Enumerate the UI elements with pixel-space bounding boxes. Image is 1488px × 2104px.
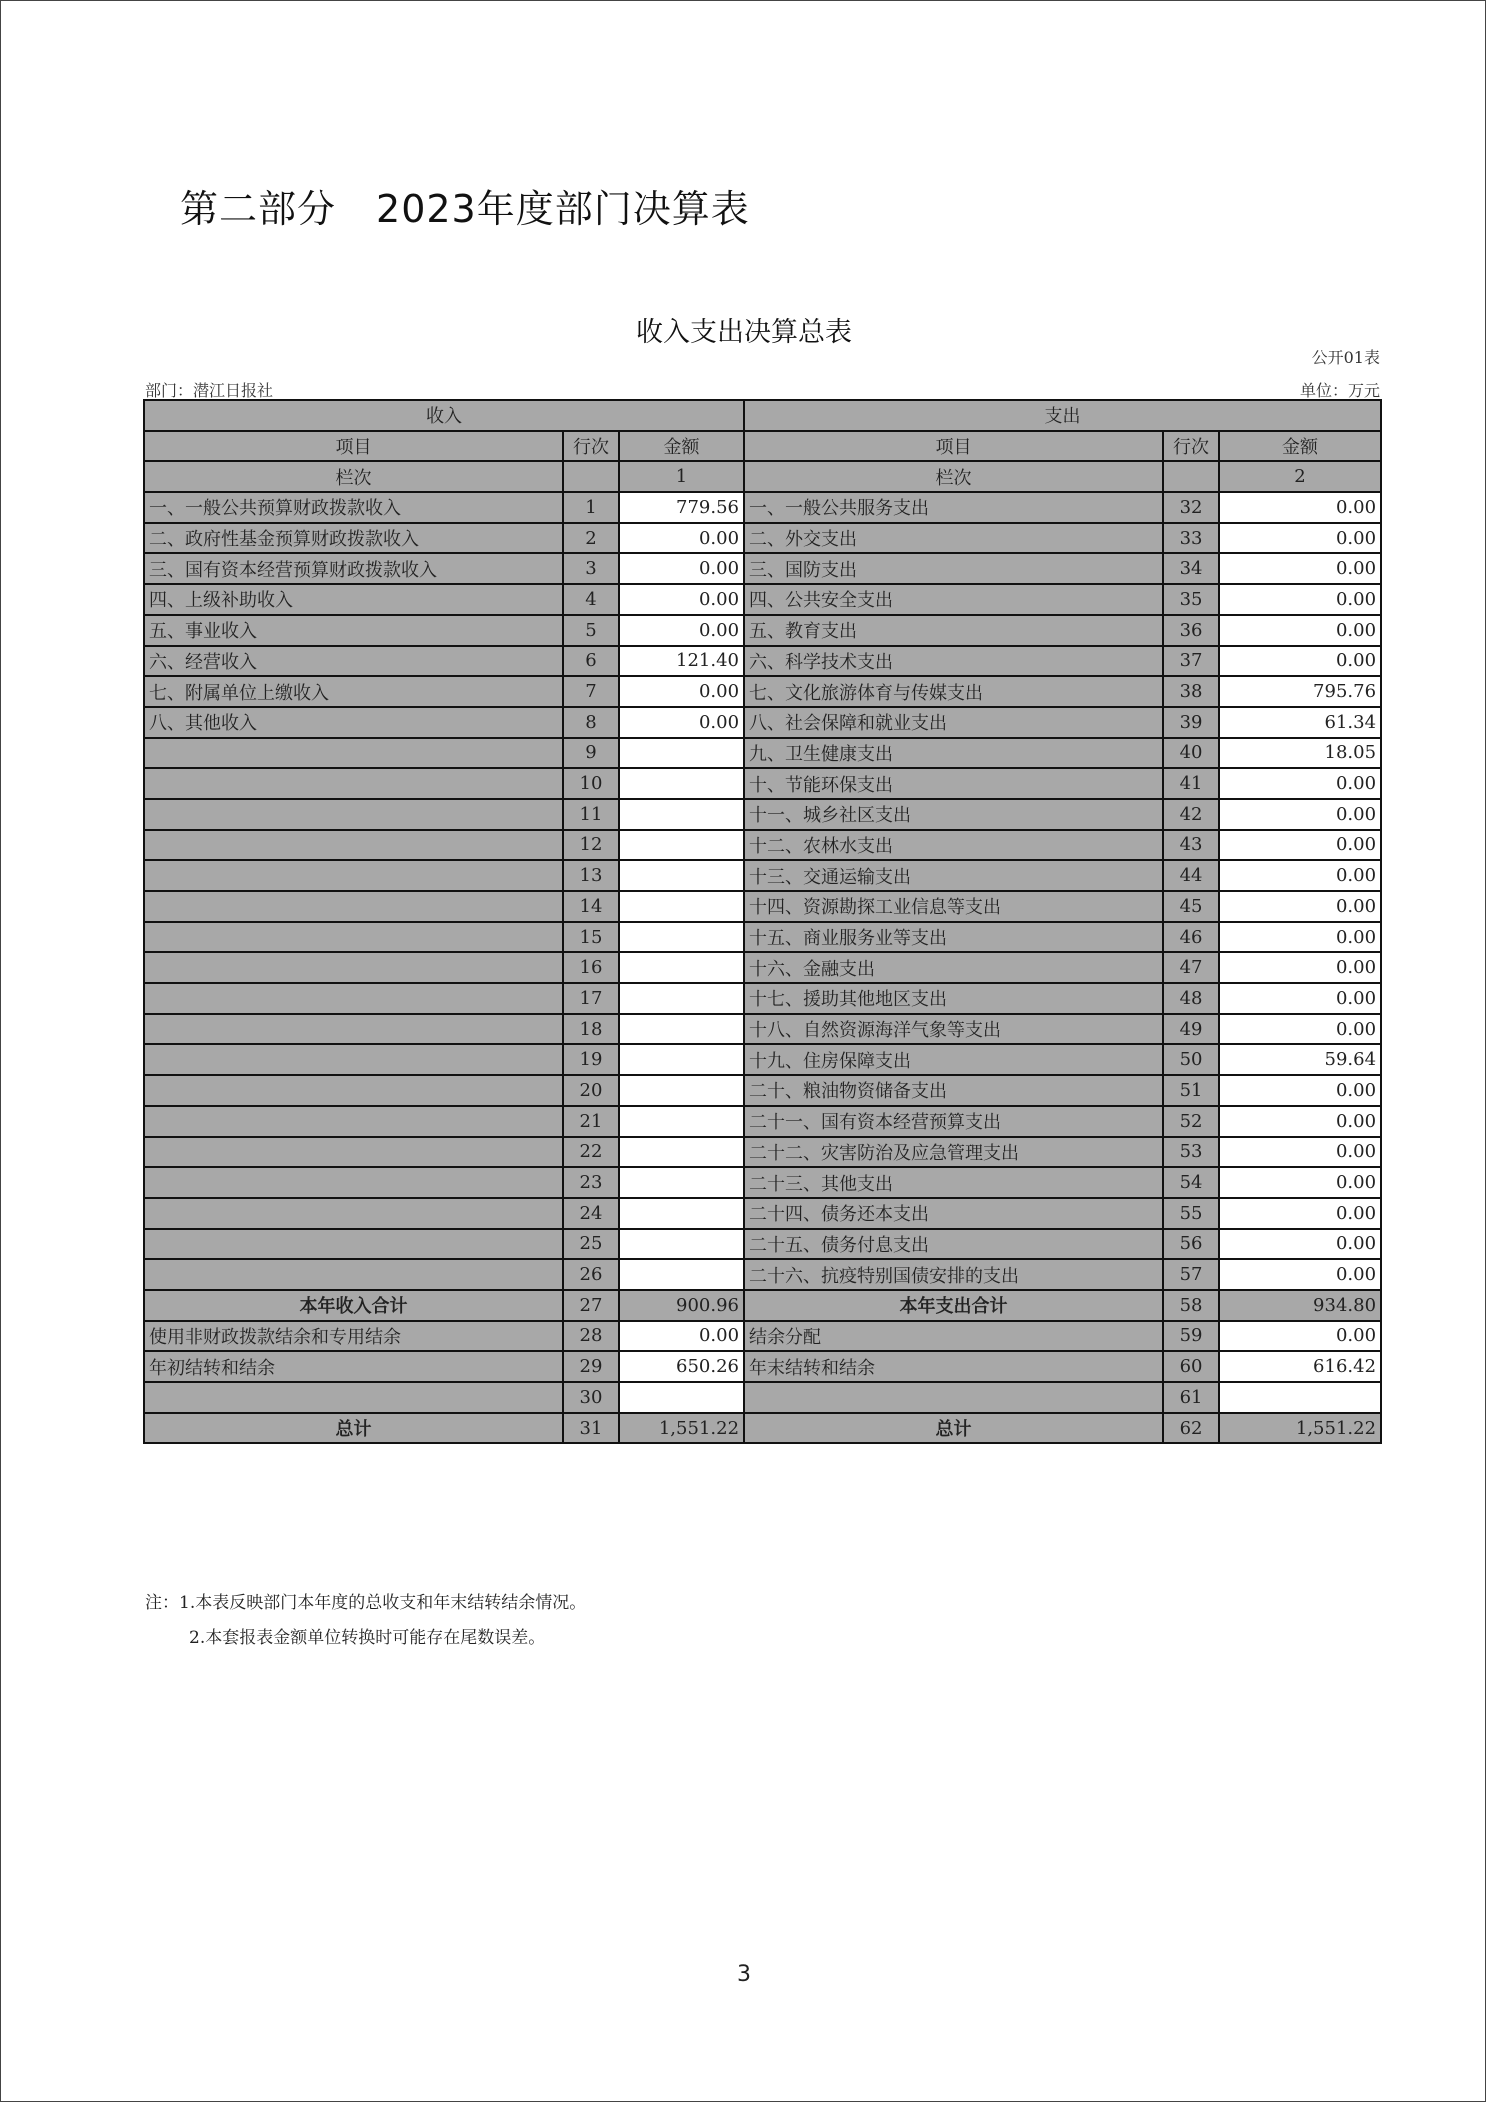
expense-amount-cell: 0.00 <box>1219 1137 1381 1168</box>
income-row-number: 15 <box>563 922 619 953</box>
income-row-number: 13 <box>563 860 619 891</box>
expense-amount-cell: 0.00 <box>1219 1259 1381 1290</box>
expense-item-cell: 十一、城乡社区支出 <box>744 799 1163 830</box>
income-item-cell <box>144 830 563 861</box>
subtotal-row <box>144 1290 1381 1321</box>
expense-amount-cell: 0.00 <box>1219 860 1381 891</box>
income-row-number: 17 <box>563 983 619 1014</box>
expense-row-number: 55 <box>1163 1198 1219 1229</box>
income-item-cell: 三、国有资本经营预算财政拨款收入 <box>144 553 563 584</box>
expense-amount-cell: 0.00 <box>1219 1167 1381 1198</box>
expense-row-number: 46 <box>1163 922 1219 953</box>
income-row-number: 18 <box>563 1014 619 1045</box>
expense-amount-header: 金额 <box>1219 431 1381 462</box>
expense-item-cell: 十九、住房保障支出 <box>744 1044 1163 1075</box>
expense-item-cell: 结余分配 <box>744 1321 1163 1352</box>
income-row-number: 19 <box>563 1044 619 1075</box>
heading-part: 第二部分 <box>180 187 337 231</box>
expense-item-cell: 四、公共安全支出 <box>744 584 1163 615</box>
income-item-cell <box>144 1382 563 1413</box>
table-row <box>144 1382 1381 1413</box>
expense-amount-cell: 0.00 <box>1219 1229 1381 1260</box>
income-row-number: 1 <box>563 492 619 523</box>
income-row-number: 28 <box>563 1321 619 1352</box>
table-row <box>144 768 1381 799</box>
expense-amount-cell: 0.00 <box>1219 891 1381 922</box>
expense-item-cell: 七、文化旅游体育与传媒支出 <box>744 676 1163 707</box>
expense-amount-cell: 18.05 <box>1219 738 1381 769</box>
expense-item-cell: 二十五、债务付息支出 <box>744 1229 1163 1260</box>
page-number: 3 <box>737 1962 751 1987</box>
expense-amount-cell: 0.00 <box>1219 523 1381 554</box>
table-row <box>144 738 1381 769</box>
income-amount-header: 金额 <box>619 431 744 462</box>
income-row-number: 3 <box>563 553 619 584</box>
income-row-number: 7 <box>563 676 619 707</box>
income-item-cell: 使用非财政拨款结余和专用结余 <box>144 1321 563 1352</box>
income-item-cell <box>144 860 563 891</box>
income-item-cell <box>144 1259 563 1290</box>
expense-row-number: 59 <box>1163 1321 1219 1352</box>
expense-amount-cell: 934.80 <box>1219 1290 1381 1321</box>
expense-item-cell <box>744 1382 1163 1413</box>
income-row-number: 8 <box>563 707 619 738</box>
table-row <box>144 646 1381 677</box>
income-amount-cell <box>619 799 744 830</box>
expense-header: 支出 <box>744 400 1381 431</box>
expense-item-cell: 年末结转和结余 <box>744 1351 1163 1382</box>
income-lanci-label: 栏次 <box>144 461 563 492</box>
table-row <box>144 1259 1381 1290</box>
note-2: 2.本套报表金额单位转换时可能存在尾数误差。 <box>189 1628 546 1648</box>
table-row <box>144 891 1381 922</box>
income-item-cell: 六、经营收入 <box>144 646 563 677</box>
table-row <box>144 1229 1381 1260</box>
income-amount-cell: 0.00 <box>619 707 744 738</box>
income-row-number: 11 <box>563 799 619 830</box>
expense-item-cell: 二十三、其他支出 <box>744 1167 1163 1198</box>
table-row <box>144 676 1381 707</box>
expense-row-number: 47 <box>1163 952 1219 983</box>
income-item-cell: 四、上级补助收入 <box>144 584 563 615</box>
income-item-cell <box>144 768 563 799</box>
expense-row-number: 53 <box>1163 1137 1219 1168</box>
income-amount-cell <box>619 1106 744 1137</box>
income-amount-cell <box>619 1382 744 1413</box>
income-row-number: 24 <box>563 1198 619 1229</box>
table-row <box>144 1044 1381 1075</box>
expense-amount-cell <box>1219 1382 1381 1413</box>
expense-row-number: 35 <box>1163 584 1219 615</box>
expense-item-cell: 十二、农林水支出 <box>744 830 1163 861</box>
income-item-cell: 总计 <box>144 1413 563 1444</box>
expense-amount-cell: 0.00 <box>1219 646 1381 677</box>
expense-item-cell: 二十六、抗疫特别国债安排的支出 <box>744 1259 1163 1290</box>
income-amount-cell <box>619 952 744 983</box>
income-col-number: 1 <box>619 461 744 492</box>
expense-row-number: 33 <box>1163 523 1219 554</box>
income-item-cell <box>144 1075 563 1106</box>
expense-item-cell: 五、教育支出 <box>744 615 1163 646</box>
table-row <box>144 952 1381 983</box>
income-lanci-blank <box>563 461 619 492</box>
expense-row-number: 57 <box>1163 1259 1219 1290</box>
income-item-cell: 八、其他收入 <box>144 707 563 738</box>
expense-row-number: 36 <box>1163 615 1219 646</box>
income-item-cell <box>144 952 563 983</box>
income-amount-cell <box>619 1014 744 1045</box>
expense-item-header: 项目 <box>744 431 1163 462</box>
income-amount-cell <box>619 738 744 769</box>
heading-title: 2023年度部门决算表 <box>376 187 750 231</box>
table-row <box>144 707 1381 738</box>
expense-amount-cell: 0.00 <box>1219 1014 1381 1045</box>
income-row-number: 30 <box>563 1382 619 1413</box>
income-item-cell: 二、政府性基金预算财政拨款收入 <box>144 523 563 554</box>
income-row-number: 14 <box>563 891 619 922</box>
income-row-number: 20 <box>563 1075 619 1106</box>
income-item-cell <box>144 983 563 1014</box>
table-row <box>144 1321 1381 1352</box>
income-amount-cell <box>619 860 744 891</box>
income-amount-cell: 0.00 <box>619 676 744 707</box>
income-amount-cell <box>619 768 744 799</box>
form-code: 公开01表 <box>1311 348 1380 367</box>
section-header-row <box>144 400 1381 431</box>
expense-row-header: 行次 <box>1163 431 1219 462</box>
department-label: 部门：潜江日报社 <box>145 381 274 400</box>
expense-lanci-label: 栏次 <box>744 461 1163 492</box>
income-row-number: 21 <box>563 1106 619 1137</box>
expense-row-number: 49 <box>1163 1014 1219 1045</box>
income-amount-cell: 900.96 <box>619 1290 744 1321</box>
income-item-cell <box>144 1137 563 1168</box>
expense-item-cell: 六、科学技术支出 <box>744 646 1163 677</box>
income-item-cell <box>144 922 563 953</box>
expense-amount-cell: 0.00 <box>1219 952 1381 983</box>
income-item-cell <box>144 738 563 769</box>
income-row-number: 31 <box>563 1413 619 1444</box>
income-item-cell: 年初结转和结余 <box>144 1351 563 1382</box>
expense-row-number: 45 <box>1163 891 1219 922</box>
expense-item-cell: 二、外交支出 <box>744 523 1163 554</box>
expense-item-cell: 八、社会保障和就业支出 <box>744 707 1163 738</box>
income-amount-cell <box>619 922 744 953</box>
expense-item-cell: 本年支出合计 <box>744 1290 1163 1321</box>
income-row-number: 26 <box>563 1259 619 1290</box>
income-amount-cell: 0.00 <box>619 1321 744 1352</box>
expense-amount-cell: 0.00 <box>1219 1106 1381 1137</box>
table-row <box>144 983 1381 1014</box>
table-row <box>144 799 1381 830</box>
income-row-number: 22 <box>563 1137 619 1168</box>
expense-row-number: 42 <box>1163 799 1219 830</box>
income-amount-cell <box>619 1044 744 1075</box>
table-row <box>144 830 1381 861</box>
table-row <box>144 1014 1381 1045</box>
expense-amount-cell: 616.42 <box>1219 1351 1381 1382</box>
expense-row-number: 38 <box>1163 676 1219 707</box>
expense-row-number: 60 <box>1163 1351 1219 1382</box>
income-item-cell <box>144 1198 563 1229</box>
expense-item-cell: 九、卫生健康支出 <box>744 738 1163 769</box>
income-row-number: 10 <box>563 768 619 799</box>
income-amount-cell: 0.00 <box>619 553 744 584</box>
income-item-cell: 七、附属单位上缴收入 <box>144 676 563 707</box>
expense-item-cell: 三、国防支出 <box>744 553 1163 584</box>
income-amount-cell: 0.00 <box>619 615 744 646</box>
expense-amount-cell: 1,551.22 <box>1219 1413 1381 1444</box>
income-item-cell <box>144 1229 563 1260</box>
income-amount-cell: 779.56 <box>619 492 744 523</box>
income-row-number: 2 <box>563 523 619 554</box>
expense-row-number: 62 <box>1163 1413 1219 1444</box>
income-row-number: 25 <box>563 1229 619 1260</box>
income-amount-cell <box>619 1259 744 1290</box>
expense-item-cell: 总计 <box>744 1413 1163 1444</box>
income-amount-cell <box>619 983 744 1014</box>
table-row <box>144 1137 1381 1168</box>
expense-item-cell: 十三、交通运输支出 <box>744 860 1163 891</box>
income-row-number: 27 <box>563 1290 619 1321</box>
income-amount-cell <box>619 1167 744 1198</box>
expense-amount-cell: 61.34 <box>1219 707 1381 738</box>
total-row <box>144 1413 1381 1444</box>
income-amount-cell: 650.26 <box>619 1351 744 1382</box>
expense-row-number: 39 <box>1163 707 1219 738</box>
lanci-row <box>144 461 1381 492</box>
expense-row-number: 43 <box>1163 830 1219 861</box>
budget-summary-table <box>143 399 1382 1444</box>
expense-item-cell: 一、一般公共服务支出 <box>744 492 1163 523</box>
income-amount-cell: 0.00 <box>619 584 744 615</box>
expense-row-number: 44 <box>1163 860 1219 891</box>
expense-row-number: 51 <box>1163 1075 1219 1106</box>
income-header: 收入 <box>144 400 744 431</box>
expense-row-number: 37 <box>1163 646 1219 677</box>
expense-amount-cell: 0.00 <box>1219 492 1381 523</box>
income-item-cell: 五、事业收入 <box>144 615 563 646</box>
income-amount-cell <box>619 1229 744 1260</box>
income-row-number: 9 <box>563 738 619 769</box>
expense-lanci-blank <box>1163 461 1219 492</box>
table-row <box>144 1075 1381 1106</box>
table-row <box>144 553 1381 584</box>
expense-row-number: 54 <box>1163 1167 1219 1198</box>
table-row <box>144 1198 1381 1229</box>
column-header-row <box>144 431 1381 462</box>
expense-amount-cell: 0.00 <box>1219 830 1381 861</box>
expense-item-cell: 二十四、债务还本支出 <box>744 1198 1163 1229</box>
income-item-cell <box>144 1167 563 1198</box>
expense-item-cell: 十七、援助其他地区支出 <box>744 983 1163 1014</box>
expense-item-cell: 二十二、灾害防治及应急管理支出 <box>744 1137 1163 1168</box>
expense-item-cell: 十、节能环保支出 <box>744 768 1163 799</box>
income-item-header: 项目 <box>144 431 563 462</box>
expense-amount-cell: 0.00 <box>1219 768 1381 799</box>
income-row-number: 4 <box>563 584 619 615</box>
table-row <box>144 492 1381 523</box>
note-1: 注：1.本表反映部门本年度的总收支和年末结转结余情况。 <box>145 1593 587 1613</box>
expense-row-number: 50 <box>1163 1044 1219 1075</box>
expense-amount-cell: 59.64 <box>1219 1044 1381 1075</box>
income-item-cell <box>144 799 563 830</box>
expense-amount-cell: 0.00 <box>1219 1321 1381 1352</box>
income-amount-cell <box>619 1075 744 1106</box>
table-title: 收入支出决算总表 <box>636 317 852 348</box>
table-row <box>144 615 1381 646</box>
income-amount-cell: 0.00 <box>619 523 744 554</box>
expense-amount-cell: 0.00 <box>1219 584 1381 615</box>
table-row <box>144 1167 1381 1198</box>
expense-item-cell: 十六、金融支出 <box>744 952 1163 983</box>
income-item-cell: 本年收入合计 <box>144 1290 563 1321</box>
expense-row-number: 56 <box>1163 1229 1219 1260</box>
table-row <box>144 523 1381 554</box>
income-row-number: 16 <box>563 952 619 983</box>
expense-amount-cell: 0.00 <box>1219 1198 1381 1229</box>
table-row <box>144 860 1381 891</box>
expense-row-number: 41 <box>1163 768 1219 799</box>
expense-amount-cell: 0.00 <box>1219 615 1381 646</box>
income-row-number: 5 <box>563 615 619 646</box>
expense-amount-cell: 0.00 <box>1219 1075 1381 1106</box>
income-amount-cell: 121.40 <box>619 646 744 677</box>
unit-label: 单位：万元 <box>1299 381 1380 400</box>
income-amount-cell: 1,551.22 <box>619 1413 744 1444</box>
income-item-cell <box>144 1044 563 1075</box>
expense-item-cell: 十四、资源勘探工业信息等支出 <box>744 891 1163 922</box>
table-row <box>144 1351 1381 1382</box>
expense-item-cell: 十八、自然资源海洋气象等支出 <box>744 1014 1163 1045</box>
expense-item-cell: 十五、商业服务业等支出 <box>744 922 1163 953</box>
income-item-cell <box>144 1106 563 1137</box>
income-item-cell <box>144 891 563 922</box>
income-item-cell <box>144 1014 563 1045</box>
expense-row-number: 52 <box>1163 1106 1219 1137</box>
income-amount-cell <box>619 830 744 861</box>
income-amount-cell <box>619 1198 744 1229</box>
expense-amount-cell: 0.00 <box>1219 799 1381 830</box>
income-row-number: 6 <box>563 646 619 677</box>
income-row-header: 行次 <box>563 431 619 462</box>
expense-row-number: 32 <box>1163 492 1219 523</box>
table-row <box>144 584 1381 615</box>
expense-amount-cell: 795.76 <box>1219 676 1381 707</box>
expense-amount-cell: 0.00 <box>1219 983 1381 1014</box>
table-row <box>144 1106 1381 1137</box>
income-row-number: 12 <box>563 830 619 861</box>
page-heading <box>180 178 750 233</box>
expense-row-number: 40 <box>1163 738 1219 769</box>
expense-item-cell: 二十一、国有资本经营预算支出 <box>744 1106 1163 1137</box>
income-row-number: 29 <box>563 1351 619 1382</box>
income-amount-cell <box>619 1137 744 1168</box>
expense-col-number: 2 <box>1219 461 1381 492</box>
expense-amount-cell: 0.00 <box>1219 553 1381 584</box>
table-row <box>144 922 1381 953</box>
income-item-cell: 一、一般公共预算财政拨款收入 <box>144 492 563 523</box>
expense-row-number: 34 <box>1163 553 1219 584</box>
expense-row-number: 61 <box>1163 1382 1219 1413</box>
notes-block <box>145 1586 586 1656</box>
expense-amount-cell: 0.00 <box>1219 922 1381 953</box>
expense-row-number: 58 <box>1163 1290 1219 1321</box>
income-amount-cell <box>619 891 744 922</box>
expense-item-cell: 二十、粮油物资储备支出 <box>744 1075 1163 1106</box>
income-row-number: 23 <box>563 1167 619 1198</box>
expense-row-number: 48 <box>1163 983 1219 1014</box>
